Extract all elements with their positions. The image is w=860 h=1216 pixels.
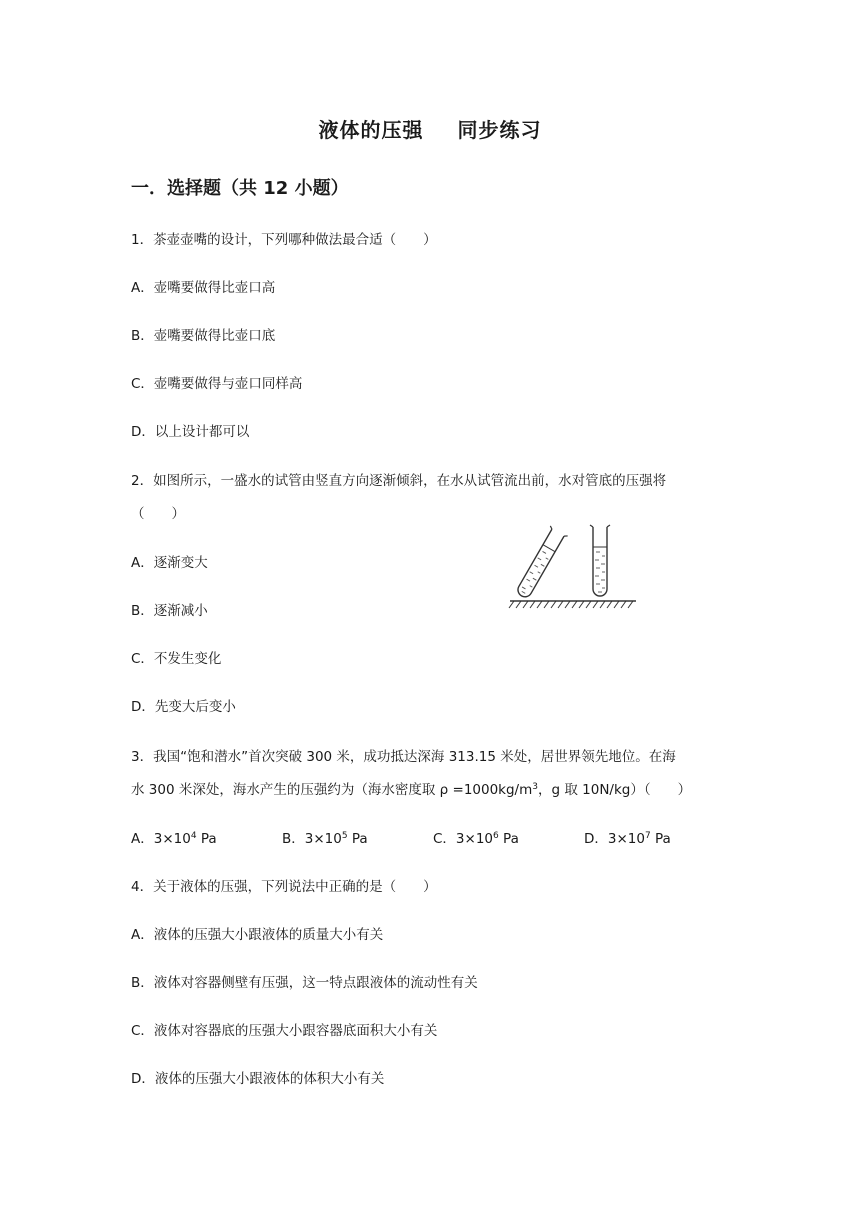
document-title	[0, 114, 860, 143]
q3-stem-line1: 3．我国“饱和潜水”首次突破 300 米，成功抵达深海 313.15 米处，居世界领先地位。在海	[131, 749, 676, 765]
q4-option-d: D．液体的压强大小跟液体的体积大小有关	[131, 1071, 385, 1087]
q3-option-a-unit: Pa	[196, 831, 217, 847]
q3-option-b-exponent: 5	[341, 831, 348, 841]
q3-option-a-label: A．3×10	[131, 831, 191, 847]
q2-option-c: C．不发生变化	[131, 651, 222, 667]
q2-option-b: B．逐渐减小	[131, 603, 208, 619]
q3-option-d-exponent: 7	[644, 831, 651, 841]
q3-option-c-unit: Pa	[498, 831, 519, 847]
q2-stem-line2: （ ）	[131, 506, 185, 522]
q3-option-b-label: B．3×10	[282, 831, 342, 847]
q3-option-a-exponent: 4	[190, 831, 197, 841]
q1-option-a: A．壶嘴要做得比壶口高	[131, 280, 276, 296]
q3-stem-superscript: 3	[532, 782, 538, 792]
q1-option-d: D．以上设计都可以	[131, 424, 250, 440]
q2-option-a: A．逐渐变大	[131, 555, 208, 571]
q3-option-c-label: C．3×10	[433, 831, 494, 847]
q3-option-d-label: D．3×10	[584, 831, 645, 847]
q3-option-d-unit: Pa	[650, 831, 671, 847]
title-part1: 液体的压强	[318, 118, 424, 142]
q2-stem-line1: 2．如图所示，一盛水的试管由竖直方向逐渐倾斜，在水从试管流出前，水对管底的压强将	[131, 473, 667, 489]
q1-stem: 1．茶壶壶嘴的设计，下列哪种做法最合适（ ）	[131, 232, 437, 248]
q3-stem-line2-tail: ，g 取 10N/kg）（ ）	[538, 782, 692, 798]
q3-stem-line2-text: 水 300 米深处，海水产生的压强约为（海水密度取 ρ =1000kg/m	[131, 782, 533, 798]
title-part2: 同步练习	[457, 118, 542, 142]
q4-stem: 4．关于液体的压强，下列说法中正确的是（ ）	[131, 879, 437, 895]
q3-option-c	[433, 829, 519, 849]
q4-option-c: C．液体对容器底的压强大小跟容器底面积大小有关	[131, 1023, 438, 1039]
q3-option-b-unit: Pa	[347, 831, 368, 847]
q3-stem-line2	[131, 780, 691, 800]
q3-option-a	[131, 829, 217, 849]
section-heading: 一．选择题（共 12 小题）	[131, 178, 349, 199]
q4-option-a: A．液体的压强大小跟液体的质量大小有关	[131, 927, 384, 943]
q2-option-d: D．先变大后变小	[131, 699, 236, 715]
q4-option-b: B．液体对容器侧壁有压强，这一特点跟液体的流动性有关	[131, 975, 478, 991]
q1-option-b: B．壶嘴要做得比壶口底	[131, 328, 276, 344]
q3-option-c-exponent: 6	[493, 831, 499, 841]
q3-option-b	[282, 829, 368, 849]
test-tube-figure	[506, 522, 640, 614]
q1-option-c: C．壶嘴要做得与壶口同样高	[131, 376, 303, 392]
q3-option-d	[584, 829, 671, 849]
